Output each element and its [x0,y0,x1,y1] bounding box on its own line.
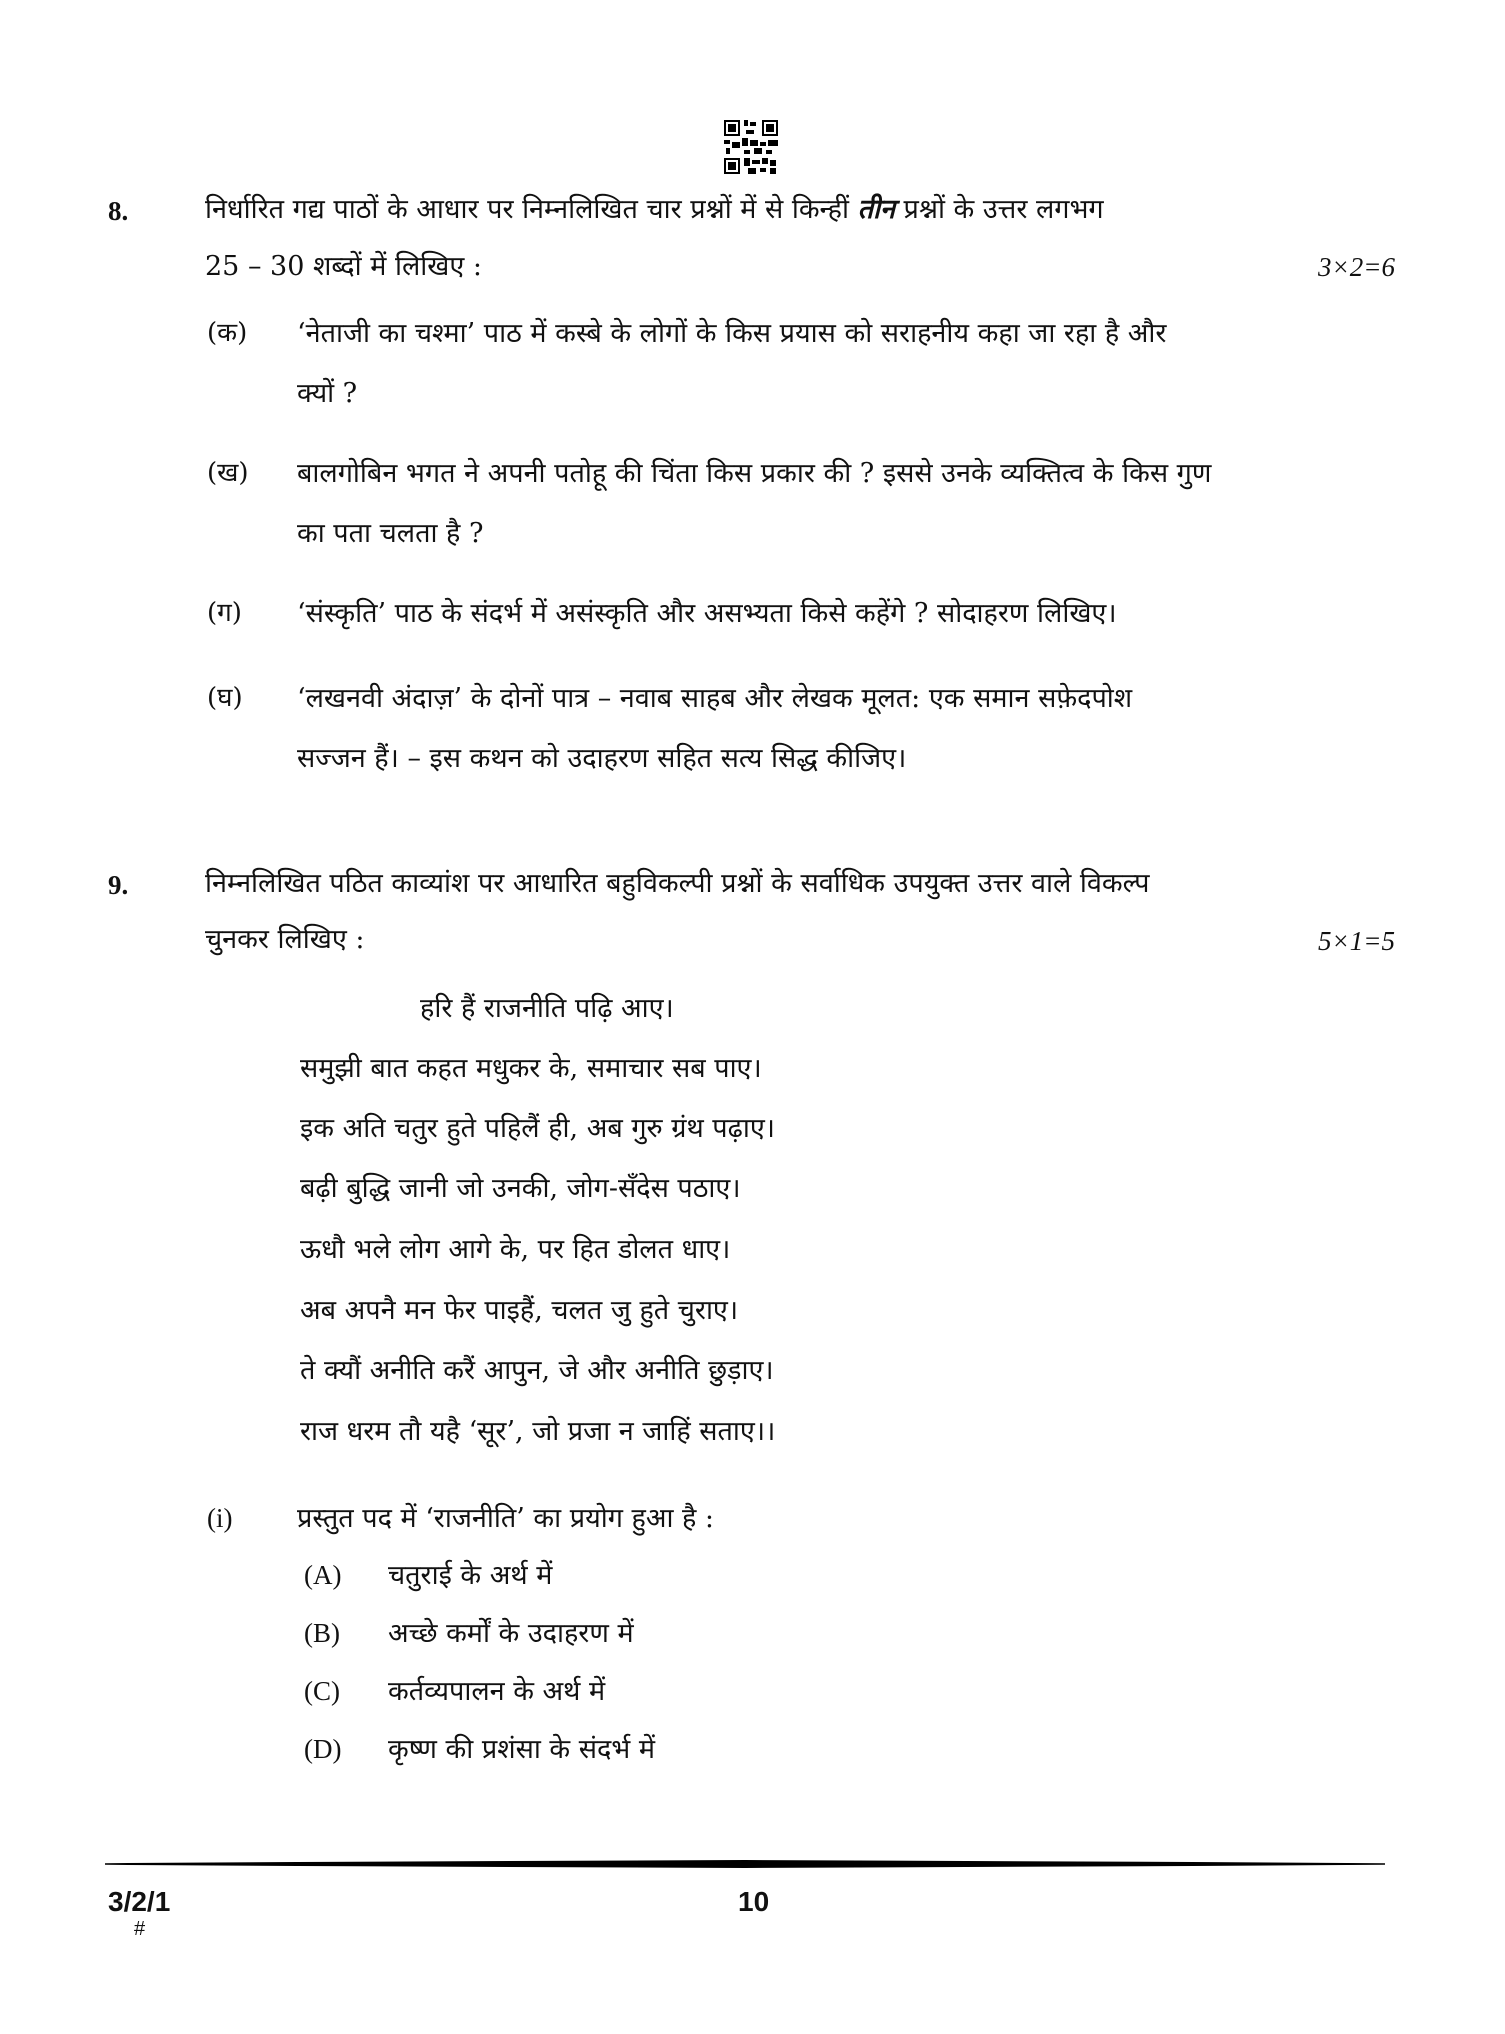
question-number: 9. [108,870,129,900]
poem-line: राज धरम तौ यहै ‘सूर’, जो प्रजा न जाहिं सताए।। [300,1416,776,1447]
poem-line: अब अपनै मन फेर पाइहैं, चलत जु हुते चुराए। [300,1295,739,1326]
instruction-emphasis: तीन [857,194,895,225]
poem-line: समुझी बात कहत मधुकर के, समाचार सब पाए। [300,1053,762,1084]
part-label: (घ) [207,683,243,713]
option-text: कर्तव्यपालन के अर्थ में [388,1676,606,1707]
part-text: बालगोबिन भगत ने अपनी पतोहू की चिंता किस प्रकार की ? इससे उनके व्यक्तित्व के किस गुण [297,458,1212,489]
option-label: (B) [304,1618,340,1648]
sub-question-text: प्रस्तुत पद में ‘राजनीति’ का प्रयोग हुआ है : [297,1503,715,1534]
poem-line: इक अति चतुर हुते पहिलैं ही, अब गुरु ग्रंथ पढ़ाए। [300,1113,776,1144]
paper-code: 3/2/1 [108,1886,171,1917]
part-text: ‘लखनवी अंदाज़’ के दोनों पात्र – नवाब साहब और लेखक मूलत: एक समान सफ़ेदपोश [297,683,1133,714]
part-text-continued: का पता चलता है ? [297,518,484,549]
part-text: ‘संस्कृति’ पाठ के संदर्भ में असंस्कृति और असभ्यता किसे कहेंगे ? सोदाहरण लिखिए। [297,598,1117,629]
option-text: चतुराई के अर्थ में [388,1560,553,1591]
qr-code-icon [722,118,780,176]
instruction-text: निर्धारित गद्य पाठों के आधार पर निम्नलिखित चार प्रश्नों में से किन्हीं [205,194,858,225]
poem-line: ऊधौ भले लोग आगे के, पर हित डोलत धाए। [300,1234,731,1265]
option-label: (A) [304,1560,342,1590]
poem-line: ते क्यौं अनीति करैं आपुन, जे और अनीति छुड़ाए। [300,1355,774,1386]
option-text: कृष्ण की प्रशंसा के संदर्भ में [388,1734,656,1765]
option-label: (D) [304,1734,342,1764]
part-label: (ख) [207,458,249,488]
hash-mark: # [134,1918,146,1940]
page-number: 10 [738,1886,770,1917]
question-instruction [205,196,1104,223]
poem-line: बढ़ी बुद्धि जानी जो उनकी, जोग-सँदेस पठाए। [300,1173,741,1204]
part-label: (ग) [207,598,242,628]
poem-line: हरि हैं राजनीति पढ़ि आए। [420,993,674,1024]
part-label: (क) [207,318,248,348]
question-instruction-continued: चुनकर लिखिए : [205,924,365,955]
sub-question-label: (i) [207,1503,233,1533]
question-number: 8. [108,196,129,226]
part-text-continued: सज्जन हैं। – इस कथन को उदाहरण सहित सत्य सिद्ध कीजिए। [297,743,907,774]
option-label: (C) [304,1676,340,1706]
part-text-continued: क्यों ? [297,378,358,409]
question-instruction-continued: 25 – 30 शब्दों में लिखिए : [205,251,482,282]
marks: 3×2=6 [1318,252,1395,282]
footer-divider [105,1860,1385,1868]
marks: 5×1=5 [1318,926,1395,956]
instruction-text: प्रश्नों के उत्तर लगभग [894,194,1104,225]
part-text: ‘नेताजी का चश्मा’ पाठ में कस्बे के लोगों के किस प्रयास को सराहनीय कहा जा रहा है और [297,318,1167,349]
question-instruction: निम्नलिखित पठित काव्यांश पर आधारित बहुविकल्पी प्रश्नों के सर्वाधिक उपयुक्त उत्तर वाले विकल्प [205,868,1150,899]
option-text: अच्छे कर्मों के उदाहरण में [388,1618,634,1649]
